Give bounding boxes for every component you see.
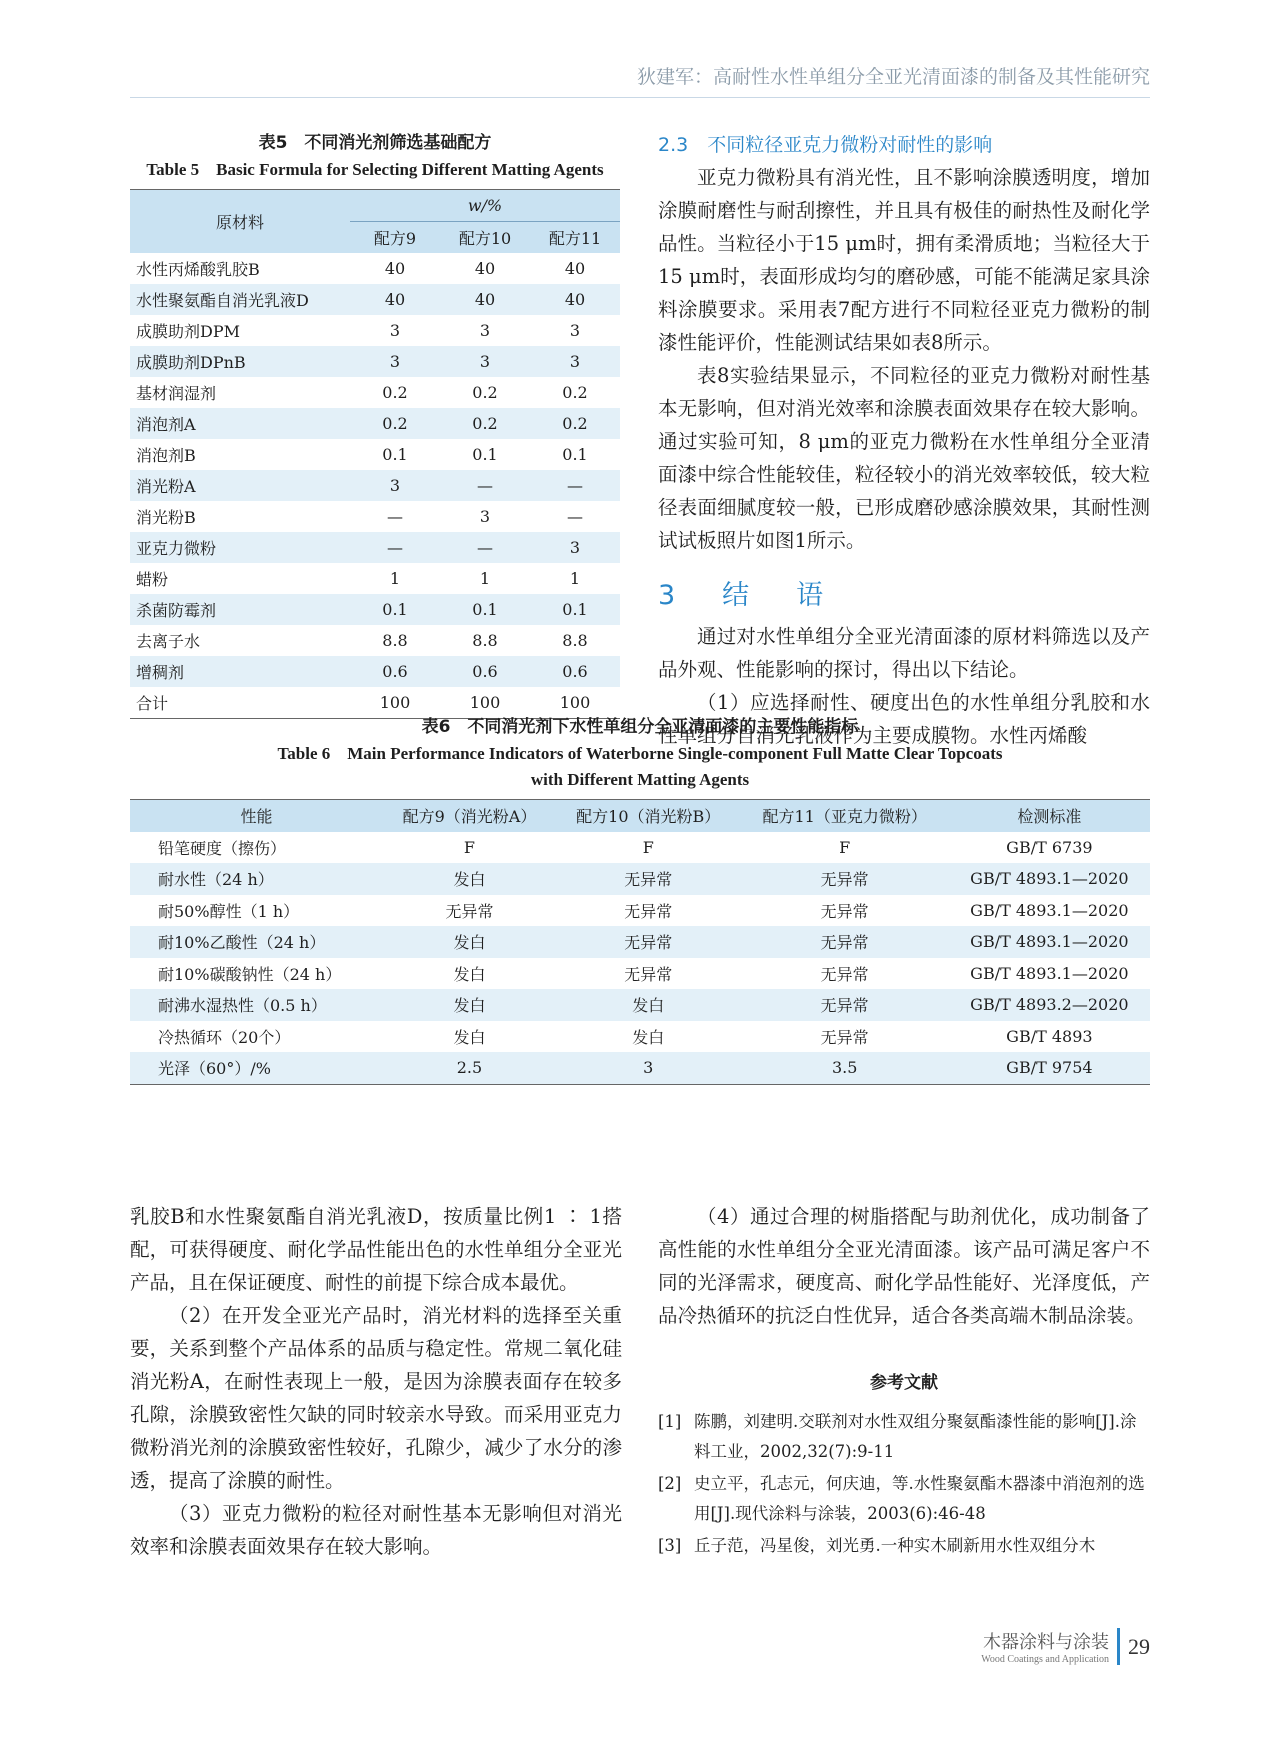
table6-value-cell: 无异常 [820, 964, 869, 984]
table-row [130, 470, 620, 501]
table6-value-cell: 发白 [383, 926, 556, 958]
table5-value-cell: 1 [569, 569, 581, 588]
reference-text: 陈鹏，刘建明.交联剂对水性双组分聚氨酯漆性能的影响[J].涂料工业，2002,32(7):9-11 [694, 1412, 1137, 1461]
table6-value-cell: GB/T 6739 [1006, 837, 1093, 857]
table5-value-cell: 100 [440, 687, 530, 719]
table6-property-cell: 冷热循环（20个） [158, 1027, 291, 1047]
table-row [130, 439, 620, 470]
references-list [658, 1407, 1150, 1561]
table5-header-f9: 配方9 [350, 222, 440, 254]
journal-name [981, 1628, 1120, 1665]
table6-value-cell: 发白 [383, 863, 556, 895]
table6-value-cell: 无异常 [556, 926, 741, 958]
reference-text: 史立平，孔志元，何庆迪，等.水性聚氨酯木器漆中消泡剂的选用[J].现代涂料与涂装，2003(6):46-48 [694, 1474, 1145, 1523]
table5-value-cell: 0.6 [440, 656, 530, 687]
table5-value-cell: 8.8 [472, 631, 498, 650]
table5-material-cell: 合计 [130, 687, 350, 719]
table6-value-cell: 发白 [632, 1027, 665, 1047]
section-3-paragraph-4: （3）亚克力微粉的粒径对耐性基本无影响但对消光效率和涂膜表面效果存在较大影响。 [130, 1502, 622, 1558]
table5-material-cell: 增稠剂 [130, 656, 350, 687]
table-row [130, 958, 1150, 990]
table5-value-cell: 0.6 [530, 656, 620, 687]
table6-value-cell: GB/T 4893.2—2020 [949, 989, 1150, 1021]
table5-value-cell: — [350, 532, 440, 563]
table6-value-cell: GB/T 9754 [949, 1052, 1150, 1084]
table6-header-cell: 配方11（亚克力微粉） [741, 800, 949, 832]
journal-name-cn: 木器涂料与涂装 [983, 1632, 1109, 1653]
table5-value-cell: 3 [440, 346, 530, 377]
table5-value-cell: 0.2 [472, 383, 498, 402]
table5-value-cell: 0.6 [350, 656, 440, 687]
table-row [130, 284, 620, 315]
table5-material-cell: 消泡剂B [136, 446, 196, 465]
table5-header-f10: 配方10 [440, 222, 530, 254]
table6-header-cell: 性能 [130, 800, 383, 832]
table5-material-cell: 水性聚氨酯自消光乳液D [130, 284, 350, 315]
table-row [130, 501, 620, 532]
table6-value-cell: 无异常 [445, 901, 494, 921]
table6-value-cell: 发白 [556, 989, 741, 1021]
table5-material-cell: 成膜助剂DPM [136, 322, 240, 341]
table5-value-cell: 40 [350, 284, 440, 315]
table5-value-cell: 0.1 [530, 594, 620, 625]
table5-value-cell: — [530, 470, 620, 501]
table5-value-cell: 3 [479, 507, 491, 526]
table5-value-cell: 0.1 [472, 445, 498, 464]
table6-value-cell: 无异常 [741, 863, 949, 895]
table5-material-cell: 成膜助剂DPnB [130, 346, 350, 377]
table5-value-cell: 0.1 [562, 445, 588, 464]
section-3-paragraph-1: 通过对水性单组分全亚光清面漆的原材料筛选以及产品外观、性能影响的探讨，得出以下结论。 [658, 625, 1150, 681]
table5-value-cell: 0.2 [382, 383, 408, 402]
table5-value-cell: 8.8 [382, 631, 408, 650]
table-row [130, 253, 620, 284]
section-2-3-paragraph-1: 亚克力微粉具有消光性，且不影响涂膜透明度，增加涂膜耐磨性与耐刮擦性，并且具有极佳的耐热性及耐化学品性。当粒径小于15 μm时，拥有柔滑质地；当粒径大于15 μm时，表面形成均匀的磨砂感，可能不能满足家具涂料涂膜要求。采用表7配方进行不同粒径亚克力微粉的制漆性能评价，性能测试结果如表8所示。 [658, 166, 1150, 354]
table5-value-cell: 3 [389, 321, 401, 340]
table-row [130, 625, 620, 656]
table-row [130, 594, 620, 625]
table-row [130, 832, 1150, 864]
table6-header-cell: 检测标准 [949, 800, 1150, 832]
table6-value-cell: 2.5 [383, 1052, 556, 1084]
table5-value-cell: 8.8 [562, 631, 588, 650]
table5-block [130, 128, 620, 719]
table-row [130, 377, 620, 408]
table6-value-cell: 无异常 [741, 926, 949, 958]
table-row [130, 1021, 1150, 1053]
table5-value-cell: 100 [350, 687, 440, 719]
table5-value-cell: 40 [384, 259, 406, 278]
table5-value-cell: 40 [474, 259, 496, 278]
table6-value-cell: GB/T 4893.1—2020 [970, 963, 1129, 983]
table5-value-cell: 100 [530, 687, 620, 719]
table6-property-cell: 耐沸水湿热性（0.5 h） [130, 989, 383, 1021]
table6-value-cell: GB/T 4893.1—2020 [970, 900, 1129, 920]
table5-value-cell: 0.1 [382, 445, 408, 464]
table-row [130, 863, 1150, 895]
table6-header-cell: 配方9（消光粉A） [383, 800, 556, 832]
right-column-bottom [658, 1200, 1150, 1563]
right-column-top [658, 130, 1150, 752]
table5-value-cell: — [387, 507, 403, 526]
table5-value-cell: 3 [569, 321, 581, 340]
table-row [130, 656, 620, 687]
reference-index: [3] [658, 1536, 682, 1555]
table6-value-cell: 发白 [453, 1027, 486, 1047]
table6-value-cell: 发白 [453, 964, 486, 984]
table-row [130, 926, 1150, 958]
table5 [130, 189, 620, 719]
table5-value-cell: 0.1 [350, 594, 440, 625]
table-row [130, 1052, 1150, 1084]
section-2-3-paragraph-2: 表8实验结果显示，不同粒径的亚克力微粉对耐性基本无影响，但对消光效率和涂膜表面效果存在较大影响。通过实验可知，8 μm的亚克力微粉在水性单组分全亚清面漆中综合性能较佳，粒径较小的消光效率较低，较大粒径表面细腻度较一般，已形成磨砂感涂膜效果，其耐性测试试板照片如图1所示。 [658, 364, 1150, 552]
table5-material-cell: 杀菌防霉剂 [130, 594, 350, 625]
table5-value-cell: 1 [479, 569, 491, 588]
table-row [130, 408, 620, 439]
running-header: 狄建军：高耐性水性单组分全亚光清面漆的制备及其性能研究 [130, 62, 1150, 98]
table6-value-cell: 3.5 [741, 1052, 949, 1084]
section-2-3-heading: 2.3 不同粒径亚克力微粉对耐性的影响 [658, 134, 993, 156]
left-column-bottom [130, 1200, 622, 1563]
reference-item [658, 1531, 1150, 1561]
journal-name-en: Wood Coatings and Application [981, 1654, 1109, 1665]
table5-header-f11: 配方11 [530, 222, 620, 254]
table-row [130, 315, 620, 346]
table6-value-cell: GB/T 4893.1—2020 [949, 863, 1150, 895]
table6-value-cell: 3 [556, 1052, 741, 1084]
table5-material-cell: 消泡剂A [130, 408, 350, 439]
table6-property-cell: 耐10%乙酸性（24 h） [130, 926, 383, 958]
table5-value-cell: 3 [479, 321, 491, 340]
table6-caption-cn: 表6 不同消光剂下水性单组分全亚清面漆的主要性能指标 [421, 717, 859, 737]
table5-value-cell: — [567, 507, 583, 526]
table5-header-material: 原材料 [130, 190, 350, 254]
section-3-paragraph-3: （2）在开发全亚光产品时，消光材料的选择至关重要，关系到整个产品体系的品质与稳定性。常规二氧化硅消光粉A，在耐性表现上一般，是因为涂膜表面存在较多孔隙，涂膜致密性欠缺的同时较亲水导致。而采用亚克力微粉消光剂的涂膜致密性较好，孔隙少，减少了水分的渗透，提高了涂膜的耐性。 [130, 1304, 622, 1492]
table6-value-cell: F [642, 837, 654, 857]
table5-body [130, 253, 620, 719]
table6-body [130, 832, 1150, 1085]
table5-material-cell: 消光粉A [130, 470, 350, 501]
table5-value-cell: — [440, 470, 530, 501]
table5-value-cell: 3 [350, 470, 440, 501]
page-number: 29 [1128, 1633, 1150, 1659]
table5-header-w: w/% [350, 190, 620, 222]
table5-value-cell: 40 [530, 284, 620, 315]
table6-header-cell: 配方10（消光粉B） [556, 800, 741, 832]
table6-value-cell: F [463, 837, 476, 857]
section-3-heading: 3 结 语 [658, 580, 834, 611]
table-row [130, 895, 1150, 927]
table6-property-cell: 光泽（60°）/% [130, 1052, 383, 1084]
table-row [130, 989, 1150, 1021]
table6-caption-en: Table 6 Main Performance Indicators of Waterborne Single-component Full Matte Clear Topcoats with Different Matting Agents [277, 744, 1003, 789]
table5-value-cell: 3 [530, 346, 620, 377]
table6-value-cell: F [839, 837, 851, 857]
table5-material-cell: 去离子水 [136, 632, 201, 651]
table5-value-cell: 0.2 [350, 408, 440, 439]
table6-value-cell: 无异常 [741, 989, 949, 1021]
table5-value-cell: — [440, 532, 530, 563]
reference-index: [1] [658, 1412, 682, 1431]
table6-property-cell: 耐水性（24 h） [130, 863, 383, 895]
table6-value-cell: 无异常 [624, 964, 673, 984]
table5-caption-cn: 表5 不同消光剂筛选基础配方 [258, 133, 492, 153]
table6-value-cell: GB/T 4893 [1006, 1026, 1093, 1046]
table6-value-cell: GB/T 4893.1—2020 [949, 926, 1150, 958]
table5-value-cell: 3 [530, 532, 620, 563]
reference-item [658, 1407, 1150, 1467]
table6 [130, 799, 1150, 1085]
section-3-paragraph-5: （4）通过合理的树脂搭配与助剂优化，成功制备了高性能的水性单组分全亚光清面漆。该产品可满足客户不同的光泽需求，硬度高、耐化学品性能好、光泽度低，产品冷热循环的抗泛白性优异，适合各类高端木制品涂装。 [658, 1205, 1150, 1327]
page-footer [981, 1628, 1150, 1665]
table6-property-cell: 铅笔硬度（擦伤） [158, 838, 287, 858]
table-row [130, 532, 620, 563]
table5-value-cell: 1 [389, 569, 401, 588]
table6-value-cell: 无异常 [820, 901, 869, 921]
table6-block [130, 712, 1150, 1085]
table6-value-cell: 无异常 [624, 901, 673, 921]
table6-property-cell: 耐10%碳酸钠性（24 h） [158, 964, 342, 984]
table5-material-cell: 亚克力微粉 [130, 532, 350, 563]
table-row [130, 346, 620, 377]
section-3-paragraph-2b: 乳胶B和水性聚氨酯自消光乳液D，按质量比例1 ∶ 1搭配，可获得硬度、耐化学品性能出色的水性单组分全亚光产品，且在保证硬度、耐性的前提下综合成本最优。 [130, 1205, 622, 1294]
table5-material-cell: 水性丙烯酸乳胶B [136, 260, 260, 279]
table-row [130, 563, 620, 594]
table5-material-cell: 基材润湿剂 [136, 384, 217, 403]
table6-header-row [130, 800, 1150, 832]
table5-caption-en: Table 5 Basic Formula for Selecting Different Matting Agents [146, 160, 604, 179]
table5-value-cell: 0.2 [530, 408, 620, 439]
section-3-paragraph-2a: （1）应选择耐性、硬度出色的水性单组分乳胶和水性单组分自消光乳液作为主要成膜物。水性丙烯酸 [658, 691, 1150, 747]
table5-material-cell: 蜡粉 [136, 570, 169, 589]
table5-value-cell: 0.2 [440, 408, 530, 439]
table5-value-cell: 40 [564, 259, 586, 278]
table6-value-cell: 无异常 [556, 863, 741, 895]
table5-material-cell: 消光粉B [136, 508, 196, 527]
table6-value-cell: 无异常 [820, 1027, 869, 1047]
reference-text: 丘子范，冯星俊，刘光勇.一种实木刷新用水性双组分木 [694, 1536, 1096, 1555]
table5-value-cell: 40 [440, 284, 530, 315]
table5-value-cell: 0.2 [562, 383, 588, 402]
table6-value-cell: 发白 [383, 989, 556, 1021]
reference-index: [2] [658, 1474, 682, 1493]
table5-value-cell: 3 [350, 346, 440, 377]
table5-value-cell: 0.1 [440, 594, 530, 625]
reference-item [658, 1469, 1150, 1529]
references-title: 参考文献 [870, 1373, 938, 1393]
table6-property-cell: 耐50%醇性（1 h） [158, 901, 300, 921]
